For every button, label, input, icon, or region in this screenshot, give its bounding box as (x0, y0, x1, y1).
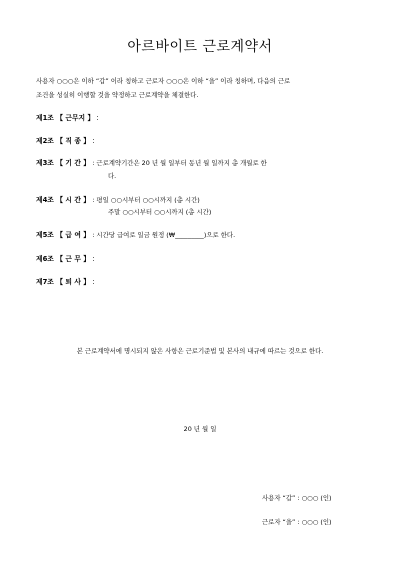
article-6-text: : (92, 255, 95, 263)
signature-employer (262, 493, 332, 502)
article-4-label: 제4조 【 시 간 】 (36, 196, 91, 204)
signature-employer-role: 사용자 “갑” (262, 494, 296, 502)
article-6 (36, 253, 95, 265)
article-1-text: : (96, 114, 99, 122)
article-4 (36, 194, 200, 206)
article-6-label: 제6조 【 근 무 】 (36, 255, 91, 263)
page-title: 아르바이트 근로계약서 (127, 39, 273, 55)
article-4-text: : 평일 ○○시부터 ○○시까지 (총 시간) (92, 196, 200, 204)
article-1 (36, 112, 99, 124)
signature-employee-value: : ○○○ (인) (297, 518, 332, 526)
article-7-label: 제7조 【 퇴 사 】 (36, 278, 91, 286)
article-3-continuation: 다. (108, 172, 117, 180)
article-5-text: : 시간당 급여로 일금 원정 (₩_________)으로 한다. (92, 231, 236, 239)
article-1-label: 제1조 【 근무지 】 (36, 114, 95, 122)
article-3-label: 제3조 【 기 간 】 (36, 159, 91, 167)
signature-employee (262, 517, 332, 526)
signature-employee-role: 근로자 “을” (262, 518, 296, 526)
article-4-continuation: 주말 ○○시부터 ○○시까지 (총 시간) (108, 208, 212, 216)
intro-line-2: 조건을 성실히 이행할 것을 약정하고 근로계약을 체결한다. (36, 91, 199, 99)
article-5 (36, 229, 235, 241)
intro-line-1: 사용자 ○○○은 이하 “갑” 이라 칭하고 근로자 ○○○은 이하 “을” 이라 칭하며, 다음의 근로 (36, 77, 291, 85)
article-3-text: : 근로계약기간은 20 년 월 일부터 동년 월 일까지 총 개월로 한 (92, 159, 267, 167)
article-7-text: : (92, 278, 95, 286)
article-2-label: 제2조 【 직 종 】 (36, 137, 91, 145)
contract-date: 20 년 월 일 (183, 425, 217, 433)
article-3 (36, 157, 267, 169)
signature-employer-value: : ○○○ (인) (297, 494, 332, 502)
footer-note: 본 근로계약서에 명시되지 않은 사항은 근로기준법 및 본사의 내규에 따르는 것으로 한다. (76, 347, 324, 355)
article-2 (36, 135, 95, 147)
article-7 (36, 276, 95, 288)
article-2-text: : (92, 137, 95, 145)
article-5-label: 제5조 【 급 여 】 (36, 231, 91, 239)
